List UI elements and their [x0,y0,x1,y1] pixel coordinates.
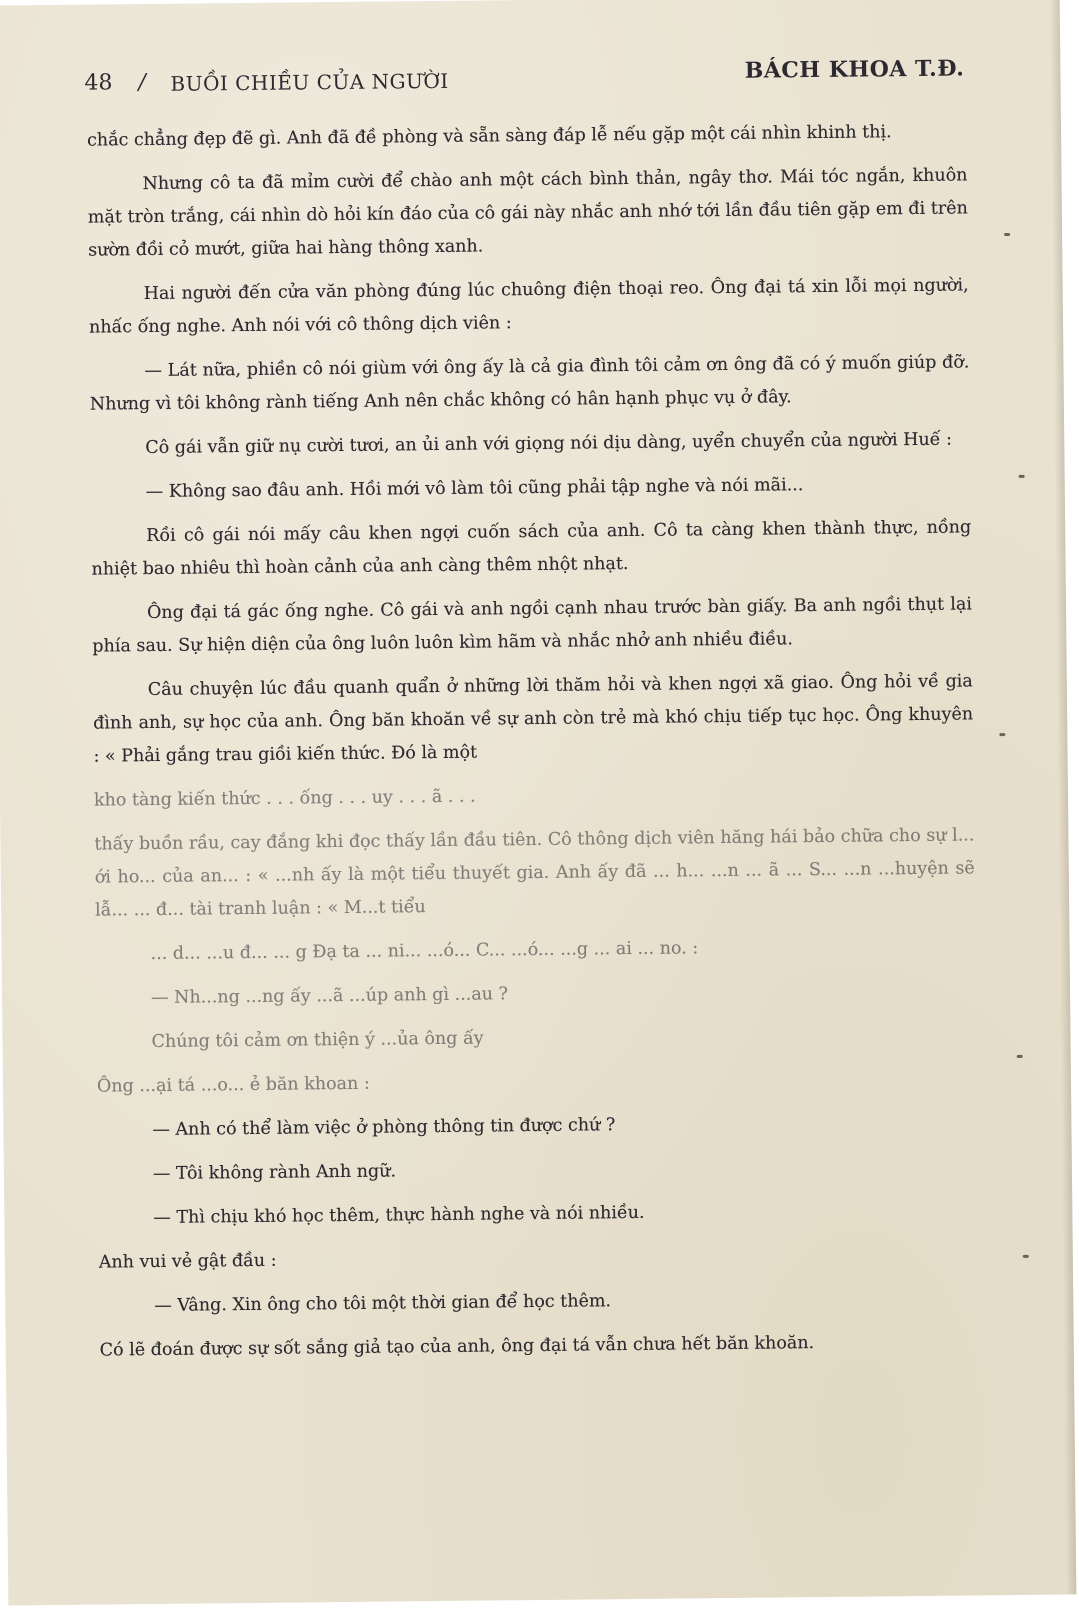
paragraph-faded: — Nh...ng ...ng ấy ...ã ...úp anh gì ...au ? [150,984,509,1009]
speck [1004,233,1010,236]
magazine-title: BÁCH KHOA T.Đ. [744,55,965,84]
paragraph: — Lát nữa, phiền cô nói giùm với ông ấy là cả gia đình tôi cảm ơn ông đã có ý muốn giúp đỡ. Nhưng vì tôi không rành tiếng Anh nên chắc không có hân hạnh phục vụ ở đây. [89,352,970,415]
dialogue-line: — Anh có thể làm việc ở phòng thông tin được chứ ? [152,1115,616,1141]
paragraph-faded: Chúng tôi cảm ơn thiện ý ...ủa ông ấy [151,1028,484,1053]
header-separator: / [138,70,147,96]
running-title: BUỒI CHIỀU CỦA NGƯỜI [170,68,449,96]
paragraph: Cô gái vẫn giữ nụ cười tươi, an ủi anh với giọng nói dịu dàng, uyển chuyển của người Huế : [145,429,953,459]
speck [1023,1255,1029,1258]
paragraph-faded: kho tàng kiến thức . . . ống . . . uy . . . ã . . . [93,786,476,811]
paragraph: — Không sao đâu anh. Hồi mới vô làm tôi cũng phải tập nghe và nói mãi... [145,475,804,503]
speck [999,733,1005,736]
dialogue-line: — Vâng. Xin ông cho tôi một thời gian để học thêm. [154,1291,612,1317]
paragraph: Rồi cô gái nói mấy câu khen ngợi cuốn sách của anh. Cô ta càng khen thành thực, nồng nhiệt bao nhiêu thì hoàn cảnh của anh càng thêm nhột nhạt. [91,517,972,580]
paragraph: Ông đại tá gác ống nghe. Cô gái và anh ngồi cạnh nhau trước bàn giấy. Ba anh ngồi thụt lại phía sau. Sự hiện diện của ông luôn luôn kìm hãm và nhắc nhở anh nhiều điều. [92,594,973,657]
paragraph: Câu chuyện lúc đầu quanh quẩn ở những lời thăm hỏi và khen ngợi xã giao. Ông hỏi về gia đình anh, sự học của anh. Ông băn khoăn về sự anh còn trẻ mà khó chịu tiếp tục học. Ông khuyên : « Phải gắng trau giồi kiến thức. Đó là một [93,671,974,767]
speck [1019,475,1025,478]
paragraph: Có lẽ đoán được sự sốt sắng giả tạo của anh, ông đại tá vẫn chưa hết băn khoăn. [99,1333,815,1361]
paragraph: Hai người đến cửa văn phòng đúng lúc chuông điện thoại reo. Ông đại tá xin lỗi mọi người, nhấc ống nghe. Anh nói với cô thông dịch viên : [88,275,969,338]
body-text [87,115,980,1378]
paper-specks [0,0,1060,6]
page-number: 48 [84,70,113,96]
paragraph: chắc chẳng đẹp đẽ gì. Anh đã đề phòng và sẵn sàng đáp lễ nếu gặp một cái nhìn khinh thị. [86,122,892,151]
dialogue-line: — Tôi không rành Anh ngữ. [152,1161,397,1185]
paragraph-faded: thấy buồn rầu, cay đắng khi đọc thấy lần đầu tiên. Cô thông dịch viên hăng hái bảo chữa cho sự l... ới ho... của an... : « ...nh ấy là một tiểu thuyết gia. Anh ấy đã ... h... ...n ... ã ... S... ...n ...huyện sẽ lẫ... ... đ... tài tranh luận : « M...t tiểu [94,825,975,921]
page-edge-shadow [1050,0,1077,1594]
paragraph-faded: Ông ...ại tá ...o... ẻ băn khoan : [96,1073,370,1097]
speck [1017,1055,1023,1058]
page-header [84,55,964,104]
paragraph: Anh vui vẻ gật đầu : [98,1250,277,1273]
dialogue-line: — Thì chịu khó học thêm, thực hành nghe và nói nhiều. [153,1202,645,1229]
paragraph: Nhưng cô ta đã mỉm cười để chào anh một cách bình thản, ngây thơ. Mái tóc ngắn, khuôn mặt tròn trắng, cái nhìn dò hỏi kín đáo của cô gái này nhắc anh nhớ tới lần đầu tiên gặp em đi trên sườn đồi cỏ mướt, giữa hai hàng thông xanh. [87,165,968,261]
paragraph-faded: ... d... ...u đ... ... g Đạ ta ... ni... ...ó... C... ...ó... ...g ... ai ... no. : [150,938,699,965]
